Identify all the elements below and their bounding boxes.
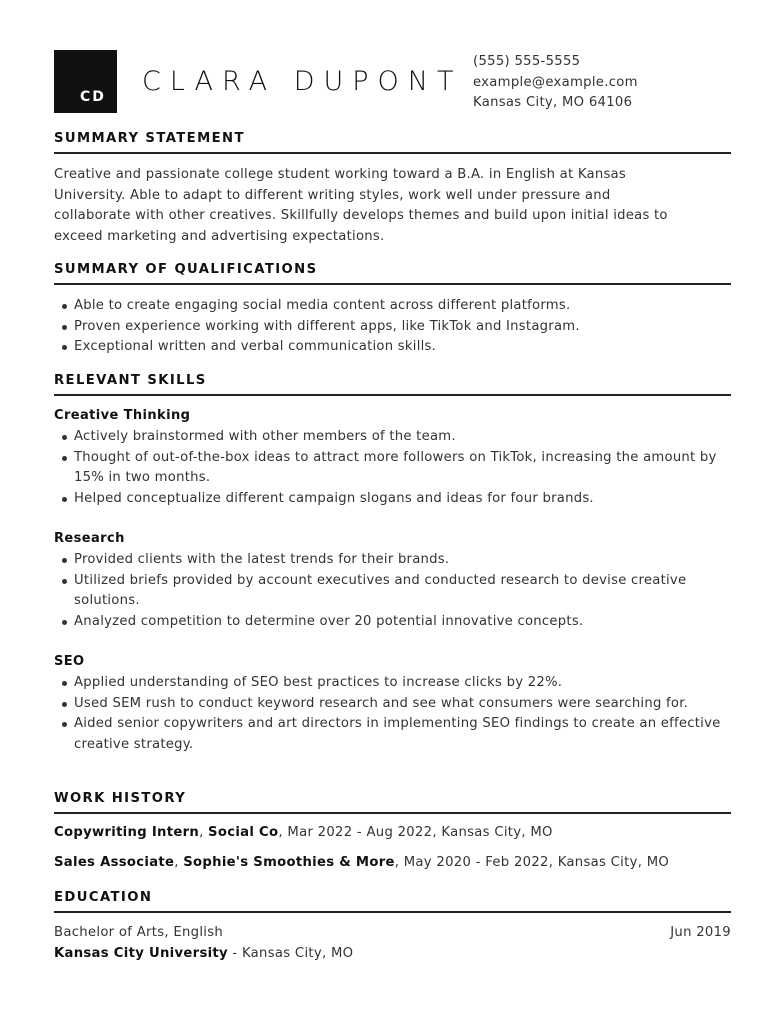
job-details: , May 2020 - Feb 2022, Kansas City, MO <box>394 855 670 870</box>
section-title-education: EDUCATION <box>54 890 731 913</box>
school-location: - Kansas City, MO <box>227 946 354 961</box>
list-item: Exceptional written and verbal communication skills. <box>54 337 732 358</box>
skill-list-creative <box>54 427 732 509</box>
job-company: Sophie's Smoothies & More <box>183 855 395 870</box>
job-role: Copywriting Intern <box>54 825 200 840</box>
job-company: Social Co <box>208 825 279 840</box>
list-item: Applied understanding of SEO best practices to increase clicks by 22%. <box>54 673 732 694</box>
candidate-name: CLARA DUPONT <box>142 66 463 97</box>
list-item: Used SEM rush to conduct keyword research and see what consumers were searching for. <box>54 694 732 715</box>
list-item: Helped conceptualize different campaign slogans and ideas for four brands. <box>54 489 732 510</box>
summary-line: exceed marketing and advertising expectations. <box>54 228 385 244</box>
section-title-work: WORK HISTORY <box>54 791 731 814</box>
monogram-badge <box>54 50 117 113</box>
section-title-qualifications: SUMMARY OF QUALIFICATIONS <box>54 262 731 285</box>
skill-list-seo <box>54 673 732 755</box>
list-item: Analyzed competition to determine over 20 potential innovative concepts. <box>54 612 732 633</box>
email-address: example@example.com <box>473 74 638 90</box>
list-item: Provided clients with the latest trends for their brands. <box>54 550 732 571</box>
section-title-skills: RELEVANT SKILLS <box>54 373 731 396</box>
summary-paragraph <box>54 165 732 247</box>
summary-line: University. Able to adapt to different writing styles, work well under pressure and <box>54 187 611 203</box>
phone-number: (555) 555-5555 <box>473 54 581 69</box>
skill-list-research <box>54 550 732 632</box>
section-title-summary: SUMMARY STATEMENT <box>54 131 731 154</box>
skill-group-title: SEO <box>54 654 85 669</box>
job-entry: Copywriting Intern, Social Co, Mar 2022 - Aug 2022, Kansas City, MO <box>54 825 553 840</box>
skill-group-title: Research <box>54 531 125 546</box>
qualifications-list <box>54 296 732 358</box>
school-name: Kansas City University <box>54 946 228 961</box>
school-line <box>54 946 731 961</box>
degree: Bachelor of Arts, English <box>54 925 224 940</box>
job-entry: Sales Associate, Sophie's Smoothies & More, May 2020 - Feb 2022, Kansas City, MO <box>54 855 670 870</box>
summary-line: Creative and passionate college student working toward a B.A. in English at Kansas <box>54 167 627 182</box>
list-item: Thought of out-of-the-box ideas to attract more followers on TikTok, increasing the amount by 15% in two months. <box>54 448 732 489</box>
contact-block <box>473 52 638 114</box>
initials: CD <box>80 89 106 105</box>
summary-line: collaborate with other creatives. Skillfully develops themes and build upon initial ideas to <box>54 208 668 224</box>
list-item: Actively brainstormed with other members of the team. <box>54 427 732 448</box>
address: Kansas City, MO 64106 <box>473 95 633 110</box>
list-item: Aided senior copywriters and art directors in implementing SEO findings to create an effective creative strategy. <box>54 714 732 755</box>
list-item: Proven experience working with different apps, like TikTok and Instagram. <box>54 317 732 338</box>
list-item: Utilized briefs provided by account executives and conducted research to devise creative solutions. <box>54 571 732 612</box>
list-item: Able to create engaging social media content across different platforms. <box>54 296 732 317</box>
job-details: , Mar 2022 - Aug 2022, Kansas City, MO <box>278 825 553 840</box>
graduation-date: Jun 2019 <box>670 925 731 940</box>
skill-group-title: Creative Thinking <box>54 408 191 423</box>
job-role: Sales Associate <box>54 855 175 870</box>
